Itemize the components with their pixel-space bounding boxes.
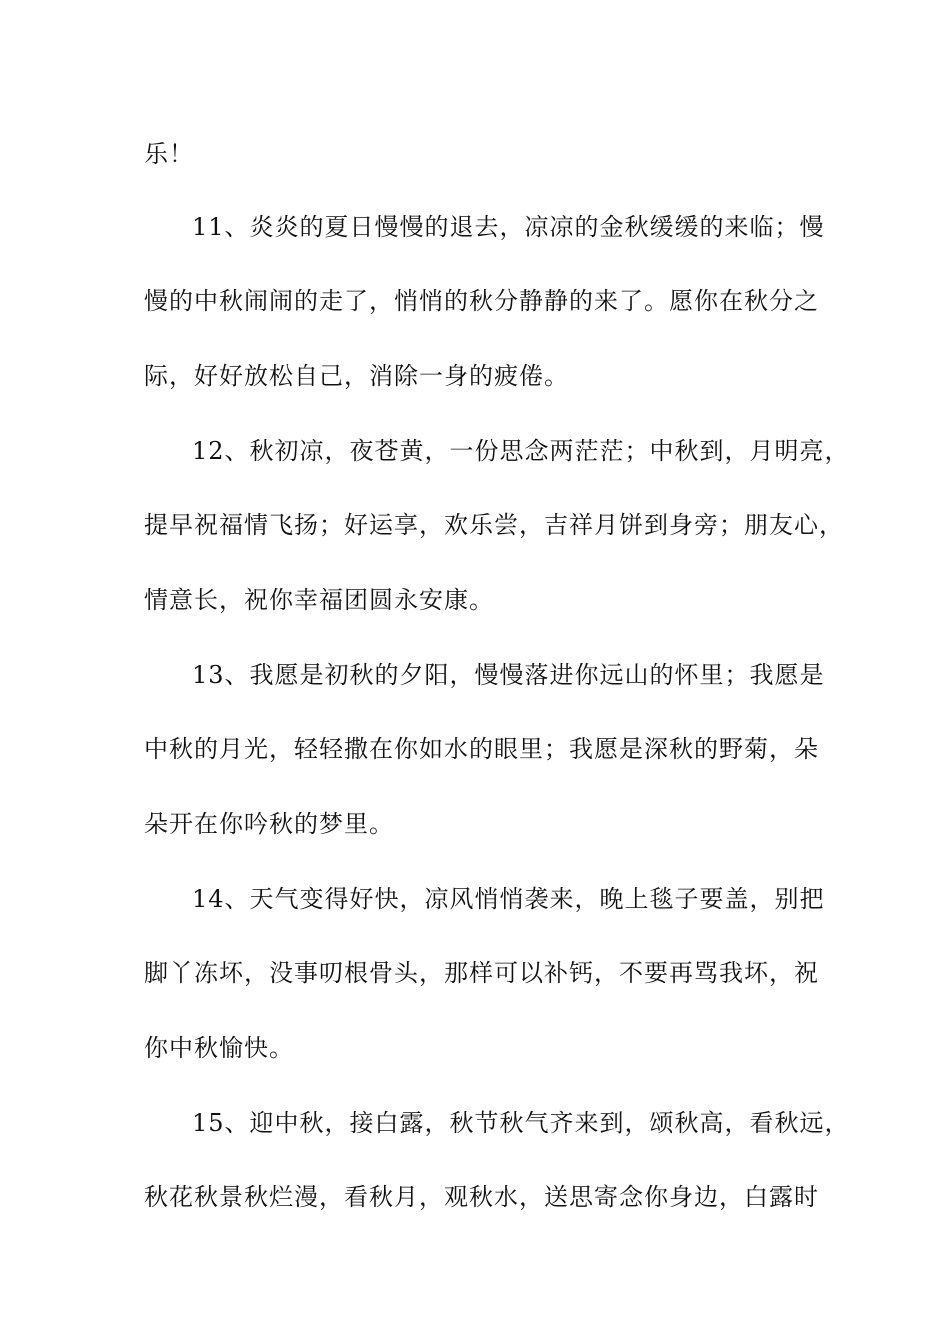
- text-line: 慢的中秋闹闹的走了，悄悄的秋分静静的来了。愿你在秋分之: [144, 287, 819, 315]
- text-line: 提早祝福情飞扬；好运享，欢乐尝，吉祥月饼到身旁；朋友心，: [144, 511, 844, 539]
- text-line: 朵开在你吟秋的梦里。: [144, 810, 394, 838]
- text-line: 15、迎中秋，接白露，秋节秋气齐来到，颂秋高，看秋远，: [192, 1109, 850, 1137]
- text-line: 13、我愿是初秋的夕阳，慢慢落进你远山的怀里；我愿是: [192, 661, 825, 689]
- text-line: 14、天气变得好快，凉风悄悄袭来，晚上毯子要盖，别把: [192, 885, 825, 913]
- text-line: 12、秋初凉，夜苍黄，一份思念两茫茫；中秋到，月明亮，: [192, 437, 850, 465]
- text-line: 11、炎炎的夏日慢慢的退去，凉凉的金秋缓缓的来临；慢: [192, 213, 825, 241]
- text-line: 你中秋愉快。: [144, 1034, 294, 1062]
- text-line: 中秋的月光，轻轻撒在你如水的眼里；我愿是深秋的野菊，朵: [144, 735, 819, 763]
- text-line: 秋花秋景秋烂漫，看秋月，观秋水，送思寄念你身边，白露时: [144, 1183, 819, 1211]
- text-line: 乐！: [144, 140, 194, 168]
- text-line: 脚丫冻坏，没事叨根骨头，那样可以补钙，不要再骂我坏，祝: [144, 959, 819, 987]
- text-line: 际，好好放松自己，消除一身的疲倦。: [144, 362, 569, 390]
- text-line: 情意长，祝你幸福团圆永安康。: [144, 586, 494, 614]
